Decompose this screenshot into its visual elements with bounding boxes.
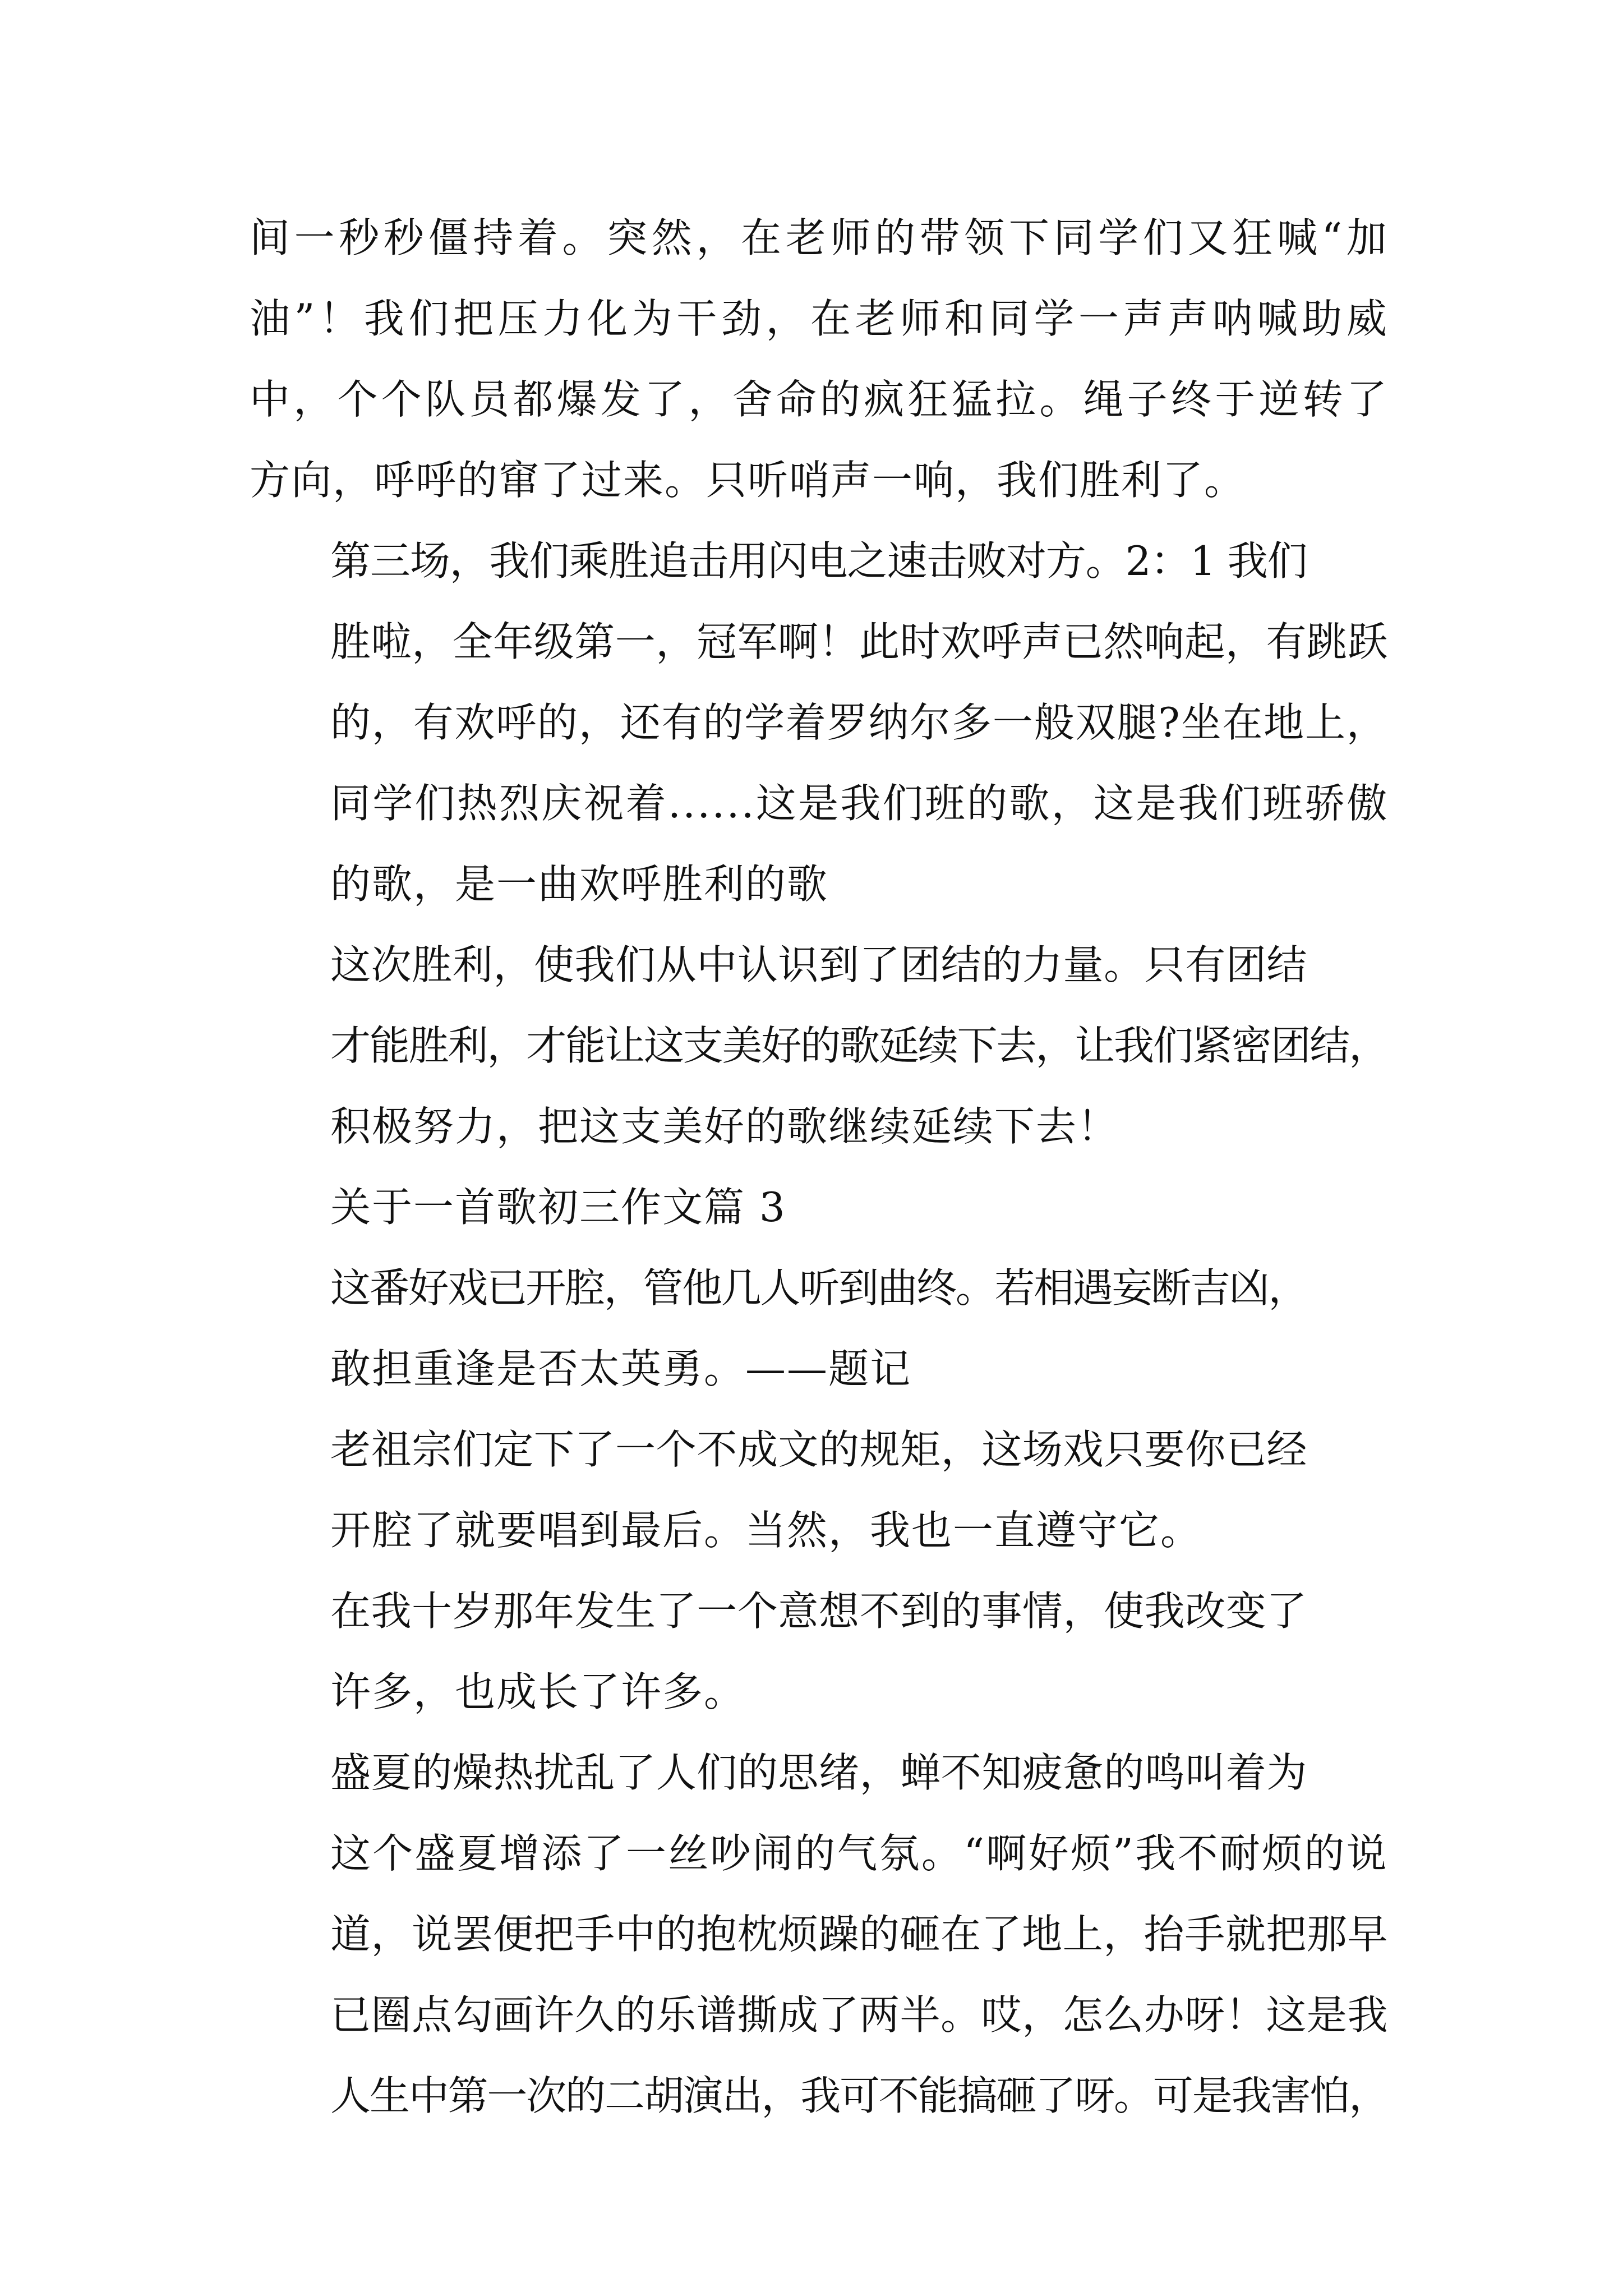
paragraph	[250, 1409, 1388, 1571]
paragraph	[250, 1167, 1388, 1248]
paragraph	[250, 1732, 1388, 2136]
paragraph	[250, 197, 1391, 521]
text-line: 敢担重逢是否太英勇。——题记	[330, 1345, 912, 1392]
text-line: 油”！我们把压力化为干劲，在老师和同学一声声呐喊助威	[250, 295, 1391, 342]
paragraph	[250, 924, 1388, 1167]
paragraph	[250, 521, 1388, 924]
text-line: 关于一首歌初三作文篇 3	[330, 1184, 786, 1231]
paragraph	[250, 1248, 1388, 1409]
text-line: 这次胜利，使我们从中认识到了团结的力量。只有团结	[330, 941, 1308, 988]
text-line: 许多，也成长了许多。	[330, 1668, 746, 1715]
text-line: 老祖宗们定下了一个不成文的规矩，这场戏只要你已经	[330, 1426, 1308, 1473]
text-line: 道，说罢便把手中的抱枕烦躁的砸在了地上，抬手就把那早	[330, 1911, 1389, 1958]
text-line: 的，有欢呼的，还有的学着罗纳尔多一般双腿?坐在地上，	[330, 699, 1388, 746]
text-line: 胜啦，全年级第一，冠军啊！此时欢呼声已然响起，有跳跃	[330, 618, 1389, 665]
text-line: 才能胜利，才能让这支美好的歌延续下去，让我们紧密团结，	[330, 1022, 1389, 1069]
text-line: 中，个个队员都爆发了，舍命的疯狂猛拉。绳子终于逆转了	[250, 376, 1391, 423]
text-line: 已圈点勾画许久的乐谱撕成了两半。哎，怎么办呀！这是我	[330, 1991, 1389, 2039]
text-line: 人生中第一次的二胡演出，我可不能搞砸了呀。可是我害怕，	[330, 2072, 1389, 2119]
text-line: 方向，呼呼的窜了过来。只听哨声一响，我们胜利了。	[250, 457, 1246, 504]
paragraph	[250, 1571, 1388, 1732]
text-line: 第三场，我们乘胜追击用闪电之速击败对方。2：1 我们	[330, 537, 1307, 585]
text-line: 同学们热烈庆祝着......这是我们班的歌，这是我们班骄傲	[330, 780, 1389, 827]
text-line: 积极努力，把这支美好的歌继续延续下去！	[330, 1103, 1119, 1150]
document-body	[250, 197, 1391, 2136]
text-line: 的歌，是一曲欢呼胜利的歌	[330, 861, 829, 908]
text-line: 开腔了就要唱到最后。当然，我也一直遵守它。	[330, 1507, 1202, 1554]
text-line: 这个盛夏增添了一丝吵闹的气氛。“啊好烦”我不耐烦的说	[330, 1830, 1389, 1877]
text-line: 在我十岁那年发生了一个意想不到的事情，使我改变了	[330, 1588, 1308, 1635]
text-line: 间一秒秒僵持着。突然，在老师的带领下同学们又狂喊“加	[250, 214, 1391, 261]
text-line: 盛夏的燥热扰乱了人们的思绪，蝉不知疲惫的鸣叫着为	[330, 1749, 1308, 1796]
text-line: 这番好戏已开腔，管他几人听到曲终。若相遇妄断吉凶，	[330, 1264, 1308, 1312]
